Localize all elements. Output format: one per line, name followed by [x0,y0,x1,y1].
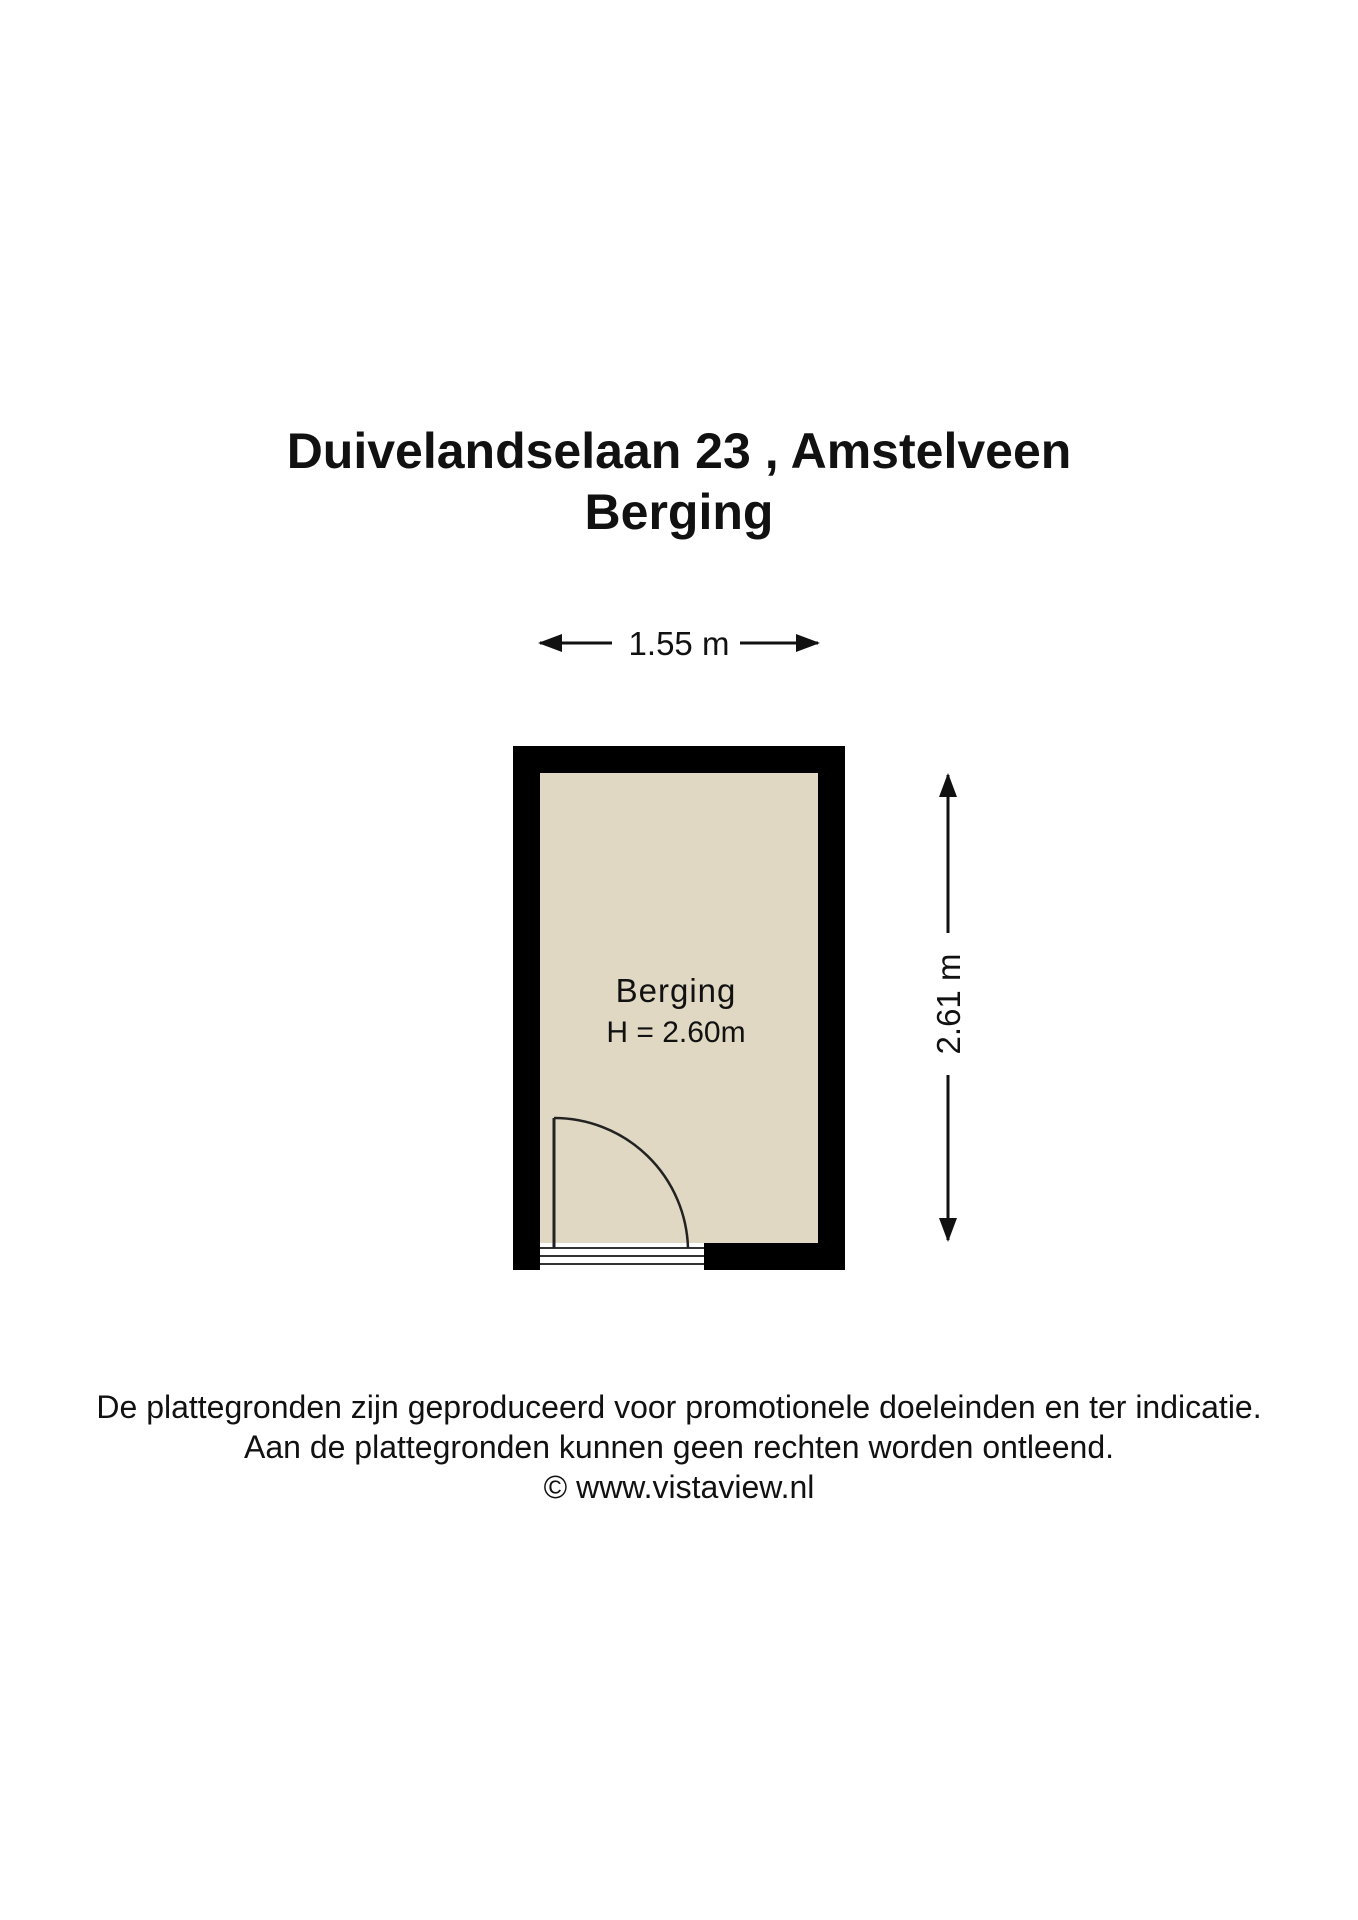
disclaimer-line-1: De plattegronden zijn geproduceerd voor promotionele doeleinden en ter indicatie. [96,1389,1262,1425]
width-arrow-right-icon [796,634,820,652]
width-arrow-left-icon [538,634,562,652]
room-berging [513,746,845,1270]
depth-dimension-label: 2.61 m [930,953,967,1055]
width-dimension-label: 1.55 m [628,625,730,662]
disclaimer-line-2: Aan de plattegronden kunnen geen rechten worden ontleend. [243,1429,1114,1465]
depth-arrow-down-icon [939,1218,957,1242]
depth-dimension [930,773,967,1242]
plan-title-address: Duivelandselaan 23 , Amstelveen [286,423,1072,479]
room-height-label: H = 2.60m [606,1016,746,1049]
width-dimension [538,625,820,662]
depth-arrow-up-icon [939,773,957,797]
plan-title-floor: Berging [584,484,774,540]
room-name-label: Berging [615,972,737,1009]
copyright-line: © www.vistaview.nl [543,1469,815,1505]
